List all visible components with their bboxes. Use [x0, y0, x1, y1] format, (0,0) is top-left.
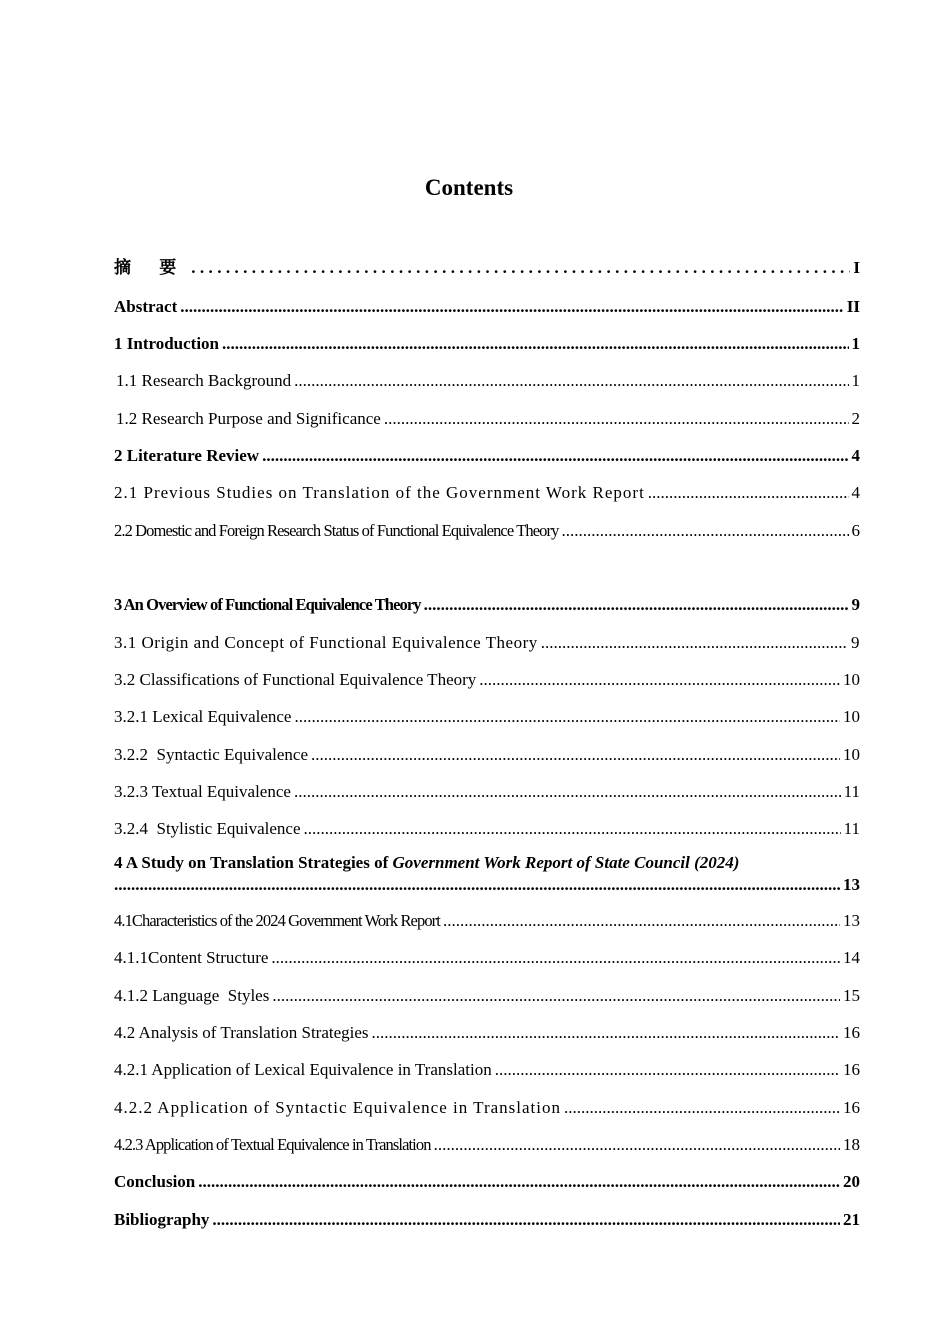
toc-entry-2-2[interactable] — [114, 517, 860, 541]
dot-leader — [191, 258, 850, 278]
toc-entry-page: 16 — [843, 1098, 860, 1117]
toc-entry-chapter-4[interactable] — [114, 853, 860, 895]
toc-entry-title: 4.2.3 Application of Textual Equivalence in Translation — [114, 1135, 431, 1154]
toc-entry-introduction[interactable] — [114, 330, 860, 354]
toc-entry-page: 11 — [843, 819, 860, 838]
dot-leader — [304, 819, 841, 839]
toc-entry-title: 2.2 Domestic and Foreign Research Status of Functional Equivalence Theory — [114, 521, 559, 540]
toc-entry-4-1-2[interactable] — [114, 982, 860, 1006]
toc-entry-3-2[interactable] — [114, 666, 860, 690]
toc-entry-title: 1 Introduction — [114, 334, 220, 353]
toc-entry-page: 18 — [843, 1135, 860, 1154]
dot-leader — [495, 1060, 840, 1080]
toc-entry-title: 4.2.2 Application of Syntactic Equivalence in Translation — [114, 1098, 561, 1117]
toc-entry-title: 3 An Overview of Functional Equivalence Theory — [114, 595, 421, 614]
toc-entry-title: 摘 要 — [114, 258, 189, 277]
toc-entry-4-2-2[interactable] — [114, 1094, 860, 1118]
toc-entry-page: II — [846, 297, 860, 316]
dot-leader — [294, 707, 840, 727]
toc-entry-page: 11 — [843, 782, 860, 801]
toc-entry-title: 4.1.2 Language Styles — [114, 986, 270, 1005]
dot-leader — [372, 1023, 840, 1043]
toc-entry-title: 1.2 Research Purpose and Significance — [116, 409, 381, 428]
toc-entry-page: 1 — [851, 334, 860, 353]
toc-entry-page: 2 — [851, 409, 860, 428]
toc-entry-3-1[interactable] — [114, 629, 860, 653]
toc-entry-page: 21 — [843, 1210, 860, 1229]
toc-entry-page: 15 — [843, 986, 860, 1005]
toc-entry-page: 16 — [843, 1060, 860, 1079]
toc-entry-title: 3.1 Origin and Concept of Functional Equivalence Theory — [114, 633, 538, 652]
toc-entry-page: 14 — [843, 948, 860, 967]
toc-entry-title: Bibliography — [114, 1210, 210, 1229]
dot-leader — [541, 633, 848, 653]
toc-entry-title: 3.2.3 Textual Equivalence — [114, 782, 291, 801]
toc-entry-4-2-1[interactable] — [114, 1056, 860, 1080]
dot-leader — [434, 1135, 840, 1155]
toc-entry-page: 20 — [843, 1172, 860, 1191]
toc-entry-1-1[interactable] — [116, 367, 860, 391]
page-title: Contents — [424, 175, 514, 200]
toc-entry-page: 10 — [843, 670, 860, 689]
toc-entry-1-2[interactable] — [116, 405, 860, 429]
toc-entry-page: 9 — [851, 595, 860, 614]
dot-leader — [262, 446, 848, 466]
toc-entry-title-prefix: 4 A Study on Translation Strategies of — [114, 853, 393, 872]
dot-leader — [443, 911, 840, 931]
toc-entry-abstract[interactable] — [114, 293, 860, 317]
dot-leader — [294, 782, 841, 802]
toc-entry-bibliography[interactable] — [114, 1206, 860, 1230]
toc-entry-3-2-4[interactable] — [114, 815, 860, 839]
toc-entry-page: 13 — [843, 911, 860, 930]
toc-entry-4-1[interactable] — [114, 907, 860, 931]
dot-leader — [564, 1098, 840, 1118]
toc-entry-3-2-1[interactable] — [114, 703, 860, 727]
toc-entry-title: 1.1 Research Background — [116, 371, 292, 390]
toc-entry-title: 4.2.1 Application of Lexical Equivalence in Translation — [114, 1060, 492, 1079]
toc-entry-page: 16 — [843, 1023, 860, 1042]
toc-entry-page: 4 — [851, 446, 860, 465]
dot-leader — [212, 1210, 840, 1230]
dot-leader — [271, 948, 840, 968]
toc-entry-title: 2.1 Previous Studies on Translation of the Government Work Report — [114, 483, 645, 502]
dot-leader — [384, 409, 849, 429]
toc-entry-page: 6 — [851, 521, 860, 540]
toc-entry-title: 3.2.2 Syntactic Equivalence — [114, 745, 309, 764]
toc-entry-page: 10 — [843, 745, 860, 764]
toc-entry-title: Abstract — [114, 297, 178, 316]
toc-entry-title: 2 Literature Review — [114, 446, 260, 465]
toc-entry-chinese-abstract[interactable] — [114, 254, 860, 278]
toc-entry-2-1[interactable] — [114, 479, 860, 503]
dot-leader — [272, 986, 840, 1006]
toc-entry-page: 1 — [851, 371, 860, 390]
dot-leader — [311, 745, 840, 765]
dot-leader — [198, 1172, 840, 1192]
toc-entry-title-italic: Government Work Report of State Council (2024) — [392, 853, 740, 872]
dot-leader — [479, 670, 840, 690]
toc-entry-literature-review[interactable] — [114, 442, 860, 466]
dot-leader — [114, 875, 840, 895]
toc-entry-page: 9 — [851, 633, 860, 652]
toc-entry-4-2[interactable] — [114, 1019, 860, 1043]
toc-entry-title: 4.1.1Content Structure — [114, 948, 269, 967]
toc-entry-page: 10 — [843, 707, 860, 726]
toc-entry-title: 3.2 Classifications of Functional Equivalence Theory — [114, 670, 477, 689]
toc-entry-3-2-3[interactable] — [114, 778, 860, 802]
toc-entry-page: 13 — [843, 875, 860, 894]
dot-leader — [561, 521, 848, 541]
toc-entry-3-2-2[interactable] — [114, 741, 860, 765]
dot-leader — [294, 371, 848, 391]
toc-entry-conclusion[interactable] — [114, 1168, 860, 1192]
dot-leader — [222, 334, 848, 354]
toc-entry-title: 4.2 Analysis of Translation Strategies — [114, 1023, 369, 1042]
dot-leader — [180, 297, 844, 317]
toc-entry-4-1-1[interactable] — [114, 944, 860, 968]
toc-entry-4-2-3[interactable] — [114, 1131, 860, 1155]
toc-entry-page: 4 — [851, 483, 860, 502]
toc-entry-title: Conclusion — [114, 1172, 196, 1191]
dot-leader — [424, 595, 849, 615]
toc-entry-title: 3.2.4 Stylistic Equivalence — [114, 819, 301, 838]
toc-entry-title: 4.1Characteristics of the 2024 Government Work Report — [114, 911, 440, 930]
toc-entry-title: 3.2.1 Lexical Equivalence — [114, 707, 292, 726]
toc-entry-chapter-3[interactable] — [114, 591, 860, 615]
dot-leader — [648, 483, 849, 503]
toc-entry-page: I — [853, 258, 860, 277]
